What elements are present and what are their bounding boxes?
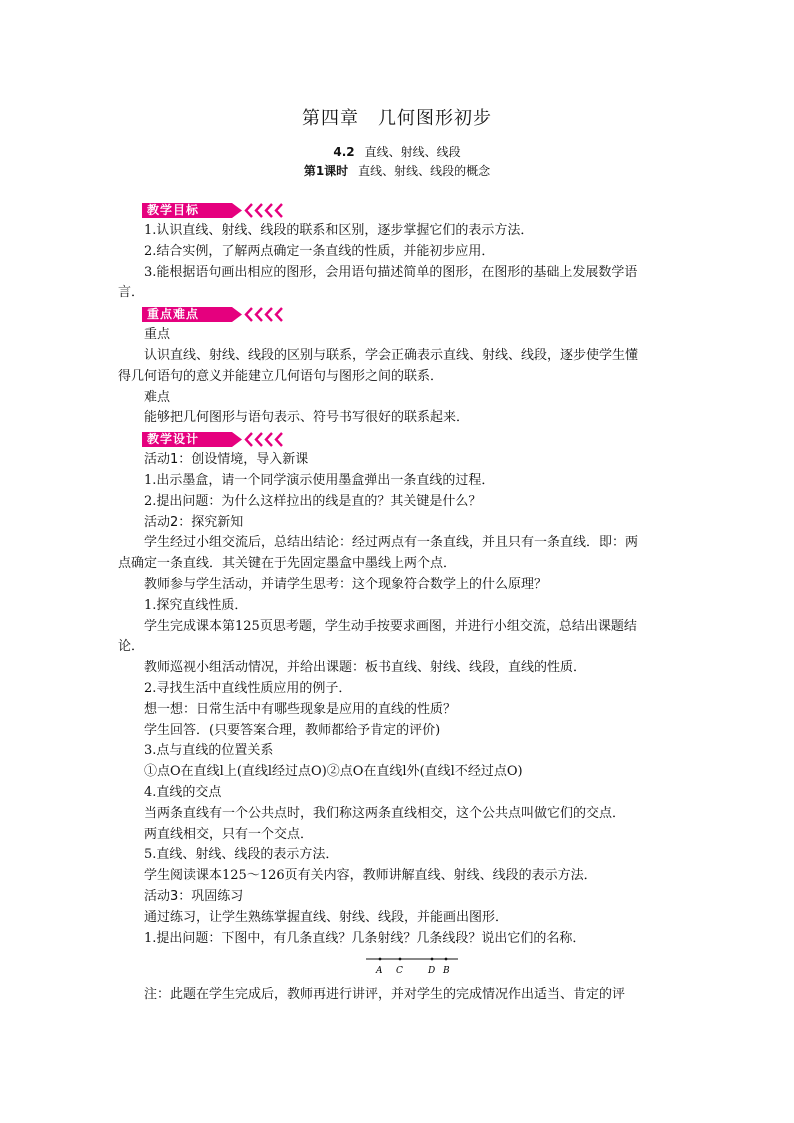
activity-text: 两直线相交，只有一个交点． <box>144 826 314 842</box>
point-c-label: C <box>396 966 403 977</box>
activity-text: 学生完成课本第125页思考题，学生动手按要求画图，并进行小组交流，总结出课题结 <box>144 618 637 634</box>
activity-text: 学生经过小组交流后，总结出结论：经过两点有一条直线，并且只有一条直线．即：两 <box>144 535 639 551</box>
point-d-label: D <box>428 966 436 977</box>
activity-subheading: 2.寻找生活中直线性质应用的例子． <box>144 680 352 696</box>
objective-item: 言． <box>118 285 145 301</box>
activity-subheading: 4.直线的交点 <box>144 784 222 800</box>
key-points-text: 得几何语句的意义并能建立几何语句与图形之间的联系． <box>118 368 444 384</box>
activity-text: 论． <box>118 639 145 655</box>
activity-subheading: 3.点与直线的位置关系 <box>144 743 274 759</box>
objective-item: 3.能根据语句画出相应的图形，会用语句描述简单的图形，在图形的基础上发展数学语 <box>144 264 638 280</box>
lesson-name: 直线、射线、线段的概念 <box>358 164 491 178</box>
lesson-number: 第1课时 <box>303 164 349 178</box>
point-a-label: A <box>376 966 383 977</box>
section-name: 直线、射线、线段 <box>364 145 461 159</box>
line-diagram <box>118 949 678 985</box>
activity-text: 1.出示墨盒，请一个同学演示使用墨盒弹出一条直线的过程． <box>144 472 495 488</box>
key-points-label: 重点 <box>144 327 171 343</box>
document-body <box>118 200 678 1006</box>
objective-item: 1.认识直线、射线、线段的联系和区别，逐步掌握它们的表示方法． <box>144 223 534 238</box>
activity-text: 当两条直线有一个公共点时，我们称这两条直线相交，这个公共点叫做它们的交点． <box>144 805 626 821</box>
difficult-points-text: 能够把几何图形与语句表示、符号书写很好的联系起来． <box>144 410 470 426</box>
key-points-text: 认识直线、射线、线段的区别与联系，学会正确表示直线、射线、线段，逐步使学生懂 <box>144 347 639 363</box>
section-number: 4.2 <box>333 145 355 159</box>
activity-text: 想一想：日常生活中有哪些现象是应用的直线的性质？ <box>144 701 457 717</box>
activity-text: 1.提出问题：下图中，有几条直线？几条射线？几条线段？说出它们的名称． <box>144 930 586 946</box>
activity-text: 通过练习，让学生熟练掌握直线、射线、线段，并能画出图形． <box>144 909 509 925</box>
difficult-points-label: 难点 <box>144 389 171 405</box>
objectives-banner <box>142 200 678 221</box>
activity-text: 点确定一条直线．其关键在于先固定墨盒中墨线上两个点． <box>118 556 457 572</box>
difficulties-banner <box>142 304 678 325</box>
activity-text: 学生阅读课本125～126页有关内容，教师讲解直线、射线、线段的表示方法． <box>144 868 597 884</box>
point-c-mark <box>399 958 402 961</box>
design-banner-label: 教学设计 <box>147 432 200 447</box>
activity-text: 教师巡视小组活动情况，并给出课题：板书直线、射线、线段，直线的性质． <box>144 660 587 676</box>
activity-text: ①点O在直线l上(直线l经过点O)②点O在直线l外(直线l不经过点O) <box>144 764 523 780</box>
point-d-mark <box>431 958 434 961</box>
point-b-label: B <box>443 966 450 977</box>
objectives-banner-label: 教学目标 <box>147 203 200 217</box>
activity-text: 教师参与学生活动，并请学生思考：这个现象符合数学上的什么原理？ <box>144 576 548 592</box>
activity-text: 2.提出问题：为什么这样拉出的线是直的？其关键是什么？ <box>144 493 482 509</box>
activity-1-title: 活动1：创设情境，导入新课 <box>144 452 309 468</box>
objective-item: 2.结合实例，了解两点确定一条直线的性质，并能初步应用． <box>144 243 495 259</box>
chapter-title: 第四章 几何图形初步 <box>302 108 492 129</box>
activity-3-title: 活动3：巩固练习 <box>144 888 244 904</box>
difficulties-banner-label: 重点难点 <box>147 307 200 322</box>
point-b-mark <box>445 958 448 961</box>
point-a-mark <box>379 958 382 961</box>
design-banner <box>142 429 678 450</box>
activity-subheading: 5.直线、射线、线段的表示方法． <box>144 847 339 863</box>
activity-note: 注：此题在学生完成后，教师再进行讲评，并对学生的完成情况作出适当、肯定的评 <box>144 987 626 1003</box>
activity-text: 学生回答．(只要答案合理，教师都给予肯定的评价) <box>144 722 441 738</box>
activity-2-title: 活动2：探究新知 <box>144 514 244 530</box>
lesson-title <box>0 162 794 179</box>
section-title <box>0 143 794 160</box>
activity-subheading: 1.探究直线性质． <box>144 597 248 613</box>
